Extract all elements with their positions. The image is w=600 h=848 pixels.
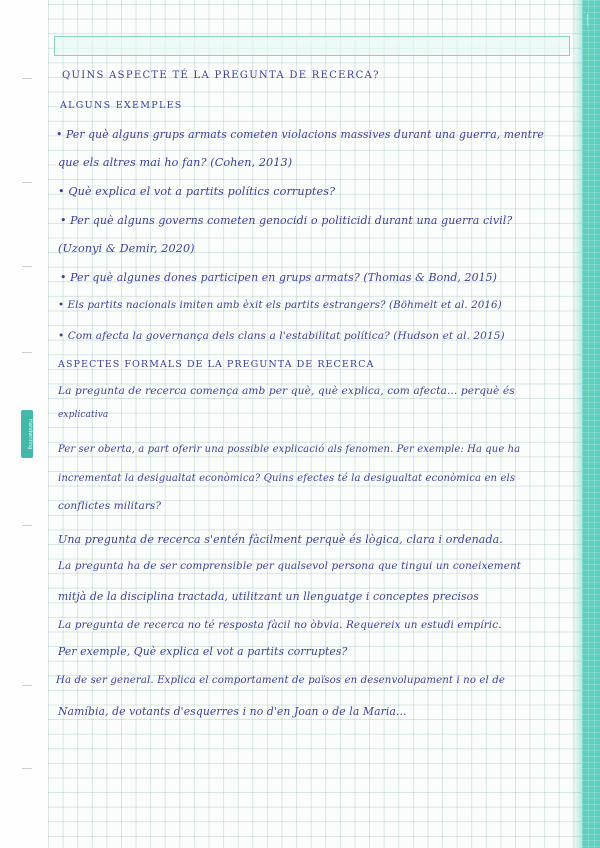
note-line: Per exemple, Què explica el vot a partits corruptes?	[58, 645, 348, 658]
notebook-side-strip	[582, 0, 600, 848]
note-line: conflictes militars?	[58, 500, 162, 512]
note-line: mitjà de la disciplina tractada, utilitzant un llenguatge i conceptes precisos	[58, 590, 479, 603]
note-line: • Els partits nacionals imiten amb èxit els partits estrangers? (Böhmelt et al. 2016)	[58, 299, 502, 311]
header-box	[54, 36, 570, 56]
note-line: • Per què algunes dones participen en grups armats? (Thomas & Bond, 2015)	[60, 271, 498, 284]
note-line: Namíbia, de votants d'esquerres i no d'en Joan o de la Maria...	[58, 705, 407, 718]
note-line: • Per què alguns grups armats cometen violacions massives durant una guerra, mentre	[56, 128, 544, 141]
subheading: ALGUNS EXEMPLES	[60, 100, 183, 111]
margin-tick	[22, 78, 32, 79]
note-line: La pregunta de recerca comença amb per què, què explica, com afecta... perquè és	[58, 385, 515, 397]
corner-mark	[587, 14, 596, 26]
margin-tick	[22, 352, 32, 353]
margin-tick	[22, 266, 32, 267]
note-line: • Com afecta la governança dels clans a l'estabilitat política? (Hudson et al. 2015)	[58, 330, 505, 342]
note-line: • Per què alguns governs cometen genocidi o politicidi durant una guerra civil?	[60, 214, 513, 227]
right-edge-shade	[572, 0, 582, 848]
note-line: La pregunta de recerca no té resposta fàcil no òbvia. Requereix un estudi empíric.	[58, 619, 502, 631]
section-heading: QUINS ASPECTE TÉ LA PREGUNTA DE RECERCA?	[62, 70, 380, 81]
note-line: Una pregunta de recerca s'entén fàcilment perquè és lògica, clara i ordenada.	[58, 533, 503, 546]
note-line: explicativa	[58, 410, 109, 420]
section-heading: ASPECTES FORMALS DE LA PREGUNTA DE RECERCA	[58, 359, 375, 370]
note-line: (Uzonyi & Demir, 2020)	[58, 242, 195, 255]
note-line: La pregunta ha de ser comprensible per qualsevol persona que tingui un coneixement	[58, 560, 522, 572]
margin-tick	[22, 182, 32, 183]
note-line: incrementat la desigualtat econòmica? Quins efectes té la desigualtat econòmica en els	[58, 473, 516, 484]
margin-tick	[22, 525, 32, 526]
side-tab-label: Handwriting	[21, 410, 33, 458]
note-line: Ha de ser general. Explica el comportament de països en desenvolupament i no el de	[56, 675, 505, 686]
margin-tick	[22, 685, 32, 686]
note-line: que els altres mai ho fan? (Cohen, 2013)	[58, 156, 293, 169]
margin-tick	[22, 768, 32, 769]
note-line: • Què explica el vot a partits polítics corruptes?	[58, 185, 336, 198]
note-line: Per ser oberta, a part oferir una possible explicació als fenomen. Per exemple: Ha que ha	[58, 444, 521, 455]
